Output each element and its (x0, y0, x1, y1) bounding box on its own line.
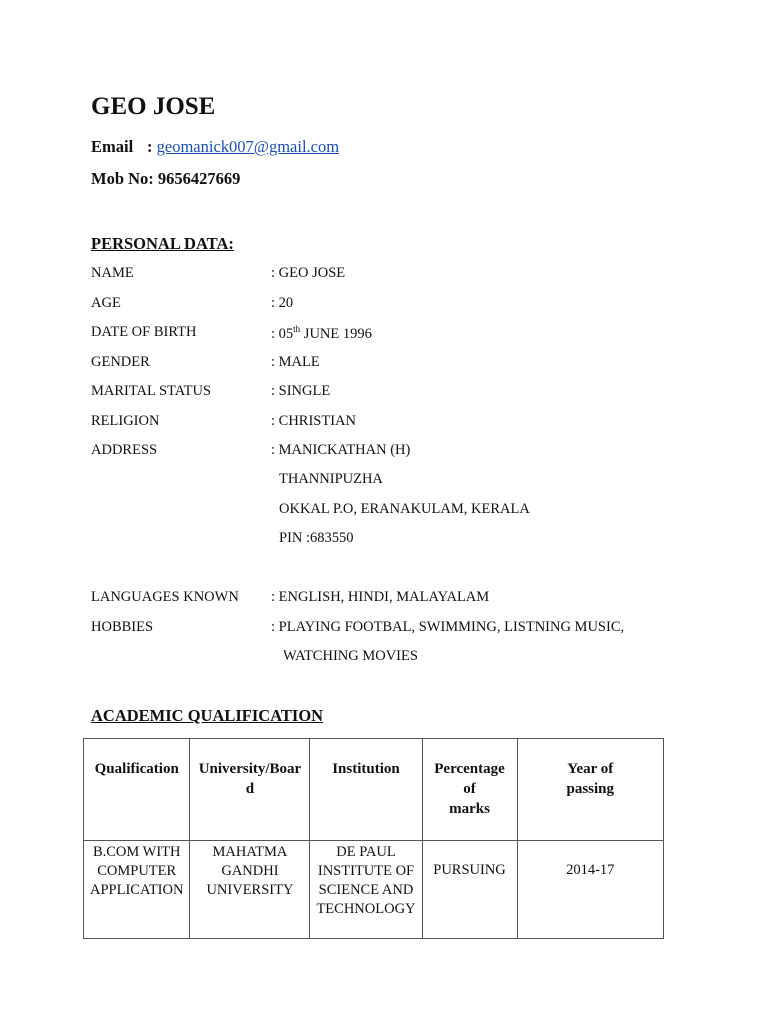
col-year (517, 739, 663, 841)
col-university (190, 739, 310, 841)
age-value: : 20 (271, 295, 294, 311)
name-value: : GEO JOSE (271, 265, 346, 281)
marital-value: : SINGLE (271, 383, 331, 399)
academic-heading: ACADEMIC QUALIFICATION (91, 706, 324, 725)
col-year-line1: Year of (567, 761, 614, 777)
university-line3: UNIVERSITY (206, 882, 294, 898)
address-line-1: : MANICKATHAN (H) (271, 442, 411, 458)
email-separator: : (147, 137, 153, 156)
dob-month-year: JUNE 1996 (300, 325, 372, 342)
candidate-name: GEO JOSE (91, 93, 216, 120)
address-line-4: PIN :683550 (279, 530, 354, 546)
qualification-line2: COMPUTER (97, 863, 177, 879)
cell-year (517, 841, 663, 939)
address-line-2: THANNIPUZHA (279, 471, 383, 487)
percentage-value: PURSUING (433, 862, 506, 878)
col-university-line1: University/Boar (198, 761, 302, 777)
dob-ordinal: th (293, 324, 301, 334)
cell-university (190, 841, 310, 939)
age-label: AGE (91, 295, 121, 311)
qualification-line1: B.COM WITH (92, 844, 181, 860)
address-label: ADDRESS (91, 442, 158, 458)
table-header-row (84, 739, 664, 841)
university-line1: MAHATMA (212, 844, 288, 860)
email-label: Email (91, 137, 134, 156)
hobbies-line-1: : PLAYING FOOTBAL, SWIMMING, LISTNING MUSIC, (271, 619, 625, 635)
col-percentage-line1: Percentage (434, 761, 505, 777)
email-row (91, 137, 339, 157)
languages-value: : ENGLISH, HINDI, MALAYALAM (271, 589, 490, 605)
col-qualification-text: Qualification (94, 761, 179, 777)
dob-day: : 05 (271, 325, 294, 342)
col-institution (310, 739, 422, 841)
religion-value: : CHRISTIAN (271, 413, 356, 429)
qualification-line3: APPLICATION (90, 882, 184, 898)
languages-label: LANGUAGES KNOWN (91, 589, 239, 605)
col-percentage (422, 739, 517, 841)
email-link[interactable]: geomanick007@gmail.com (156, 137, 340, 156)
institution-line4: TECHNOLOGY (316, 901, 416, 917)
col-institution-text: Institution (332, 761, 400, 777)
gender-label: GENDER (91, 354, 150, 370)
dob-label: DATE OF BIRTH (91, 324, 197, 340)
table-row (84, 841, 664, 939)
dob-value (271, 324, 372, 343)
col-university-line2: d (245, 781, 255, 797)
hobbies-label: HOBBIES (91, 619, 154, 635)
mobile-number: Mob No: 9656427669 (91, 169, 241, 188)
cell-qualification (84, 841, 190, 939)
institution-line2: INSTITUTE OF (317, 863, 415, 879)
cell-institution (310, 841, 422, 939)
col-qualification (84, 739, 190, 841)
marital-label: MARITAL STATUS (91, 383, 211, 399)
religion-label: RELIGION (91, 413, 160, 429)
hobbies-line-2: WATCHING MOVIES (283, 648, 418, 664)
col-percentage-line3: marks (449, 801, 490, 817)
university-line2: GANDHI (221, 863, 279, 879)
col-year-line2: passing (566, 781, 615, 797)
institution-line1: DE PAUL (336, 844, 396, 860)
cell-percentage (422, 841, 517, 939)
academic-table (83, 738, 664, 939)
address-line-3: OKKAL P.O, ERANAKULAM, KERALA (279, 501, 530, 517)
institution-line3: SCIENCE AND (318, 882, 414, 898)
personal-data-heading: PERSONAL DATA: (91, 234, 234, 253)
name-label: NAME (91, 265, 134, 281)
gender-value: : MALE (271, 354, 320, 370)
year-value: 2014-17 (566, 862, 615, 878)
col-percentage-line2: of (463, 781, 476, 797)
